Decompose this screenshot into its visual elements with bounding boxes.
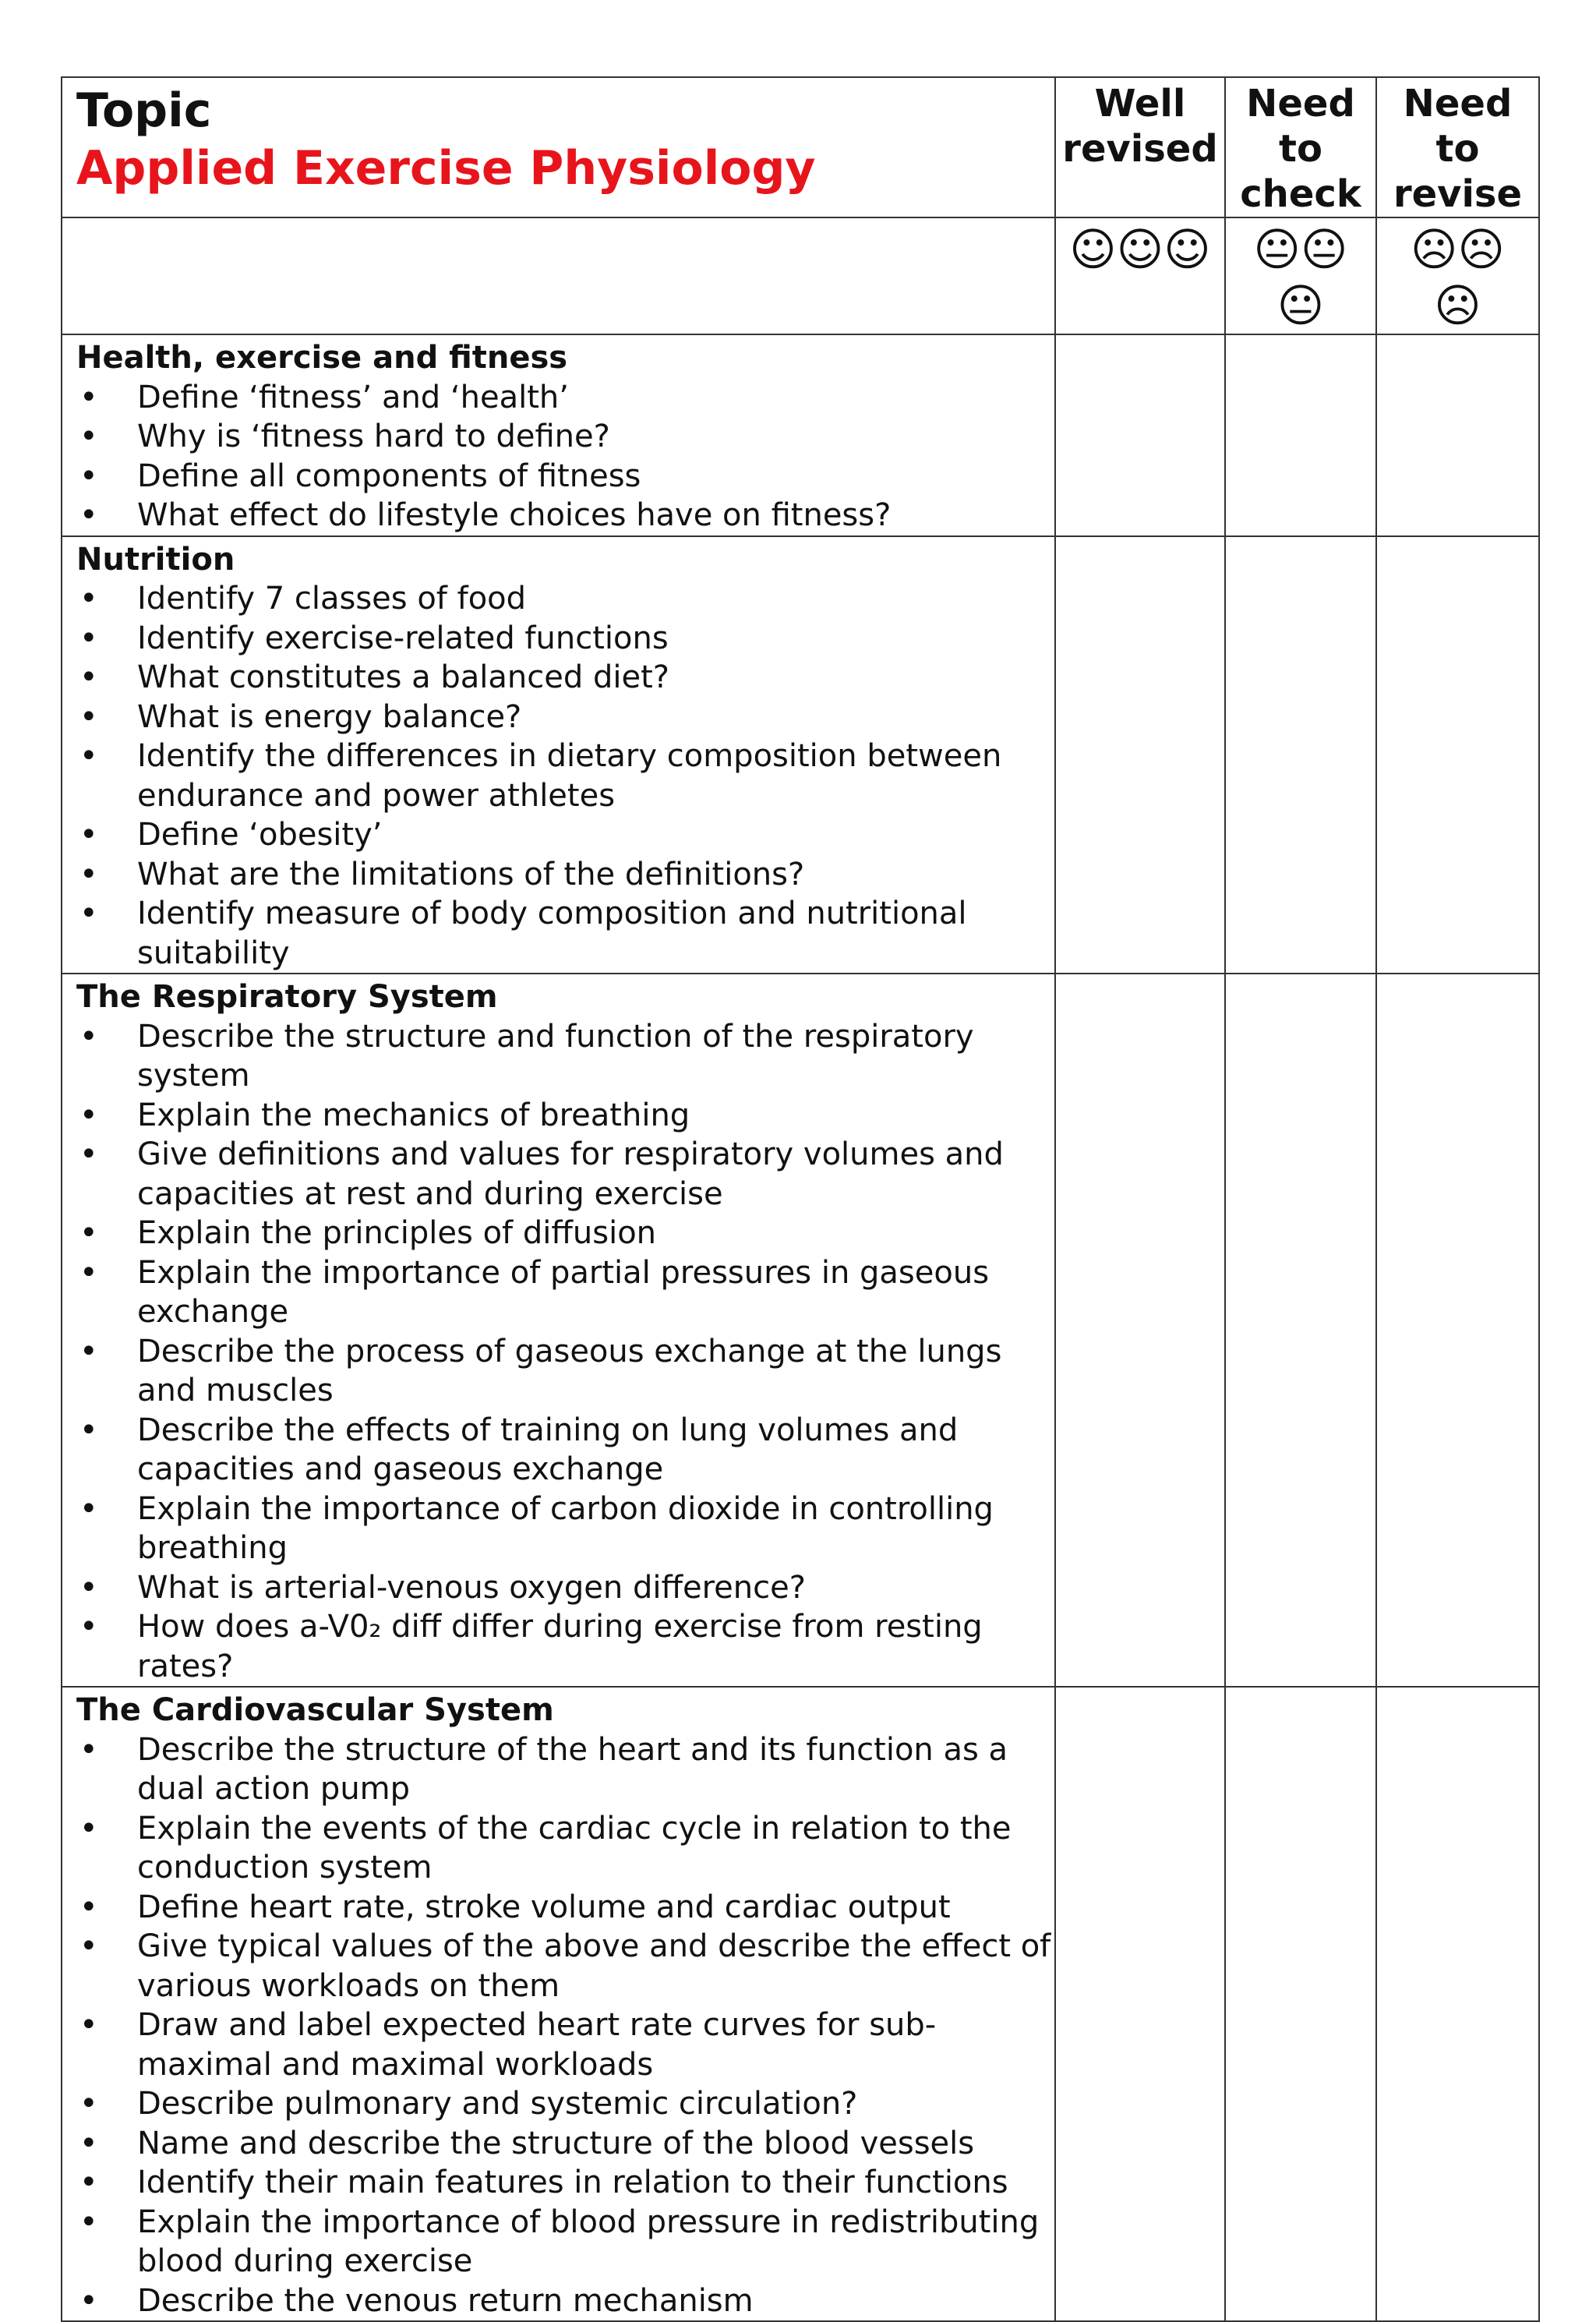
section-topic-cell — [62, 334, 1055, 536]
need-to-revise-line3: revise — [1393, 172, 1523, 216]
list-item: • What effect do lifestyle choices have on fitness? — [76, 496, 1054, 535]
list-item: • Explain the principles of diffusion — [76, 1214, 1054, 1253]
sad-faces-cell — [1376, 217, 1539, 334]
neutral-face-icon: 😐 — [1276, 279, 1325, 332]
list-item: • Define all components of fitness — [76, 457, 1054, 497]
list-item: • Describe the venous return mechanism — [76, 2281, 1054, 2321]
need-to-revise-checkbox-cell[interactable] — [1376, 334, 1539, 536]
list-item: • Identify measure of body composition and nutritional suitability — [76, 894, 1054, 973]
list-item: • Explain the mechanics of breathing — [76, 1096, 1054, 1136]
list-item: • Describe the structure of the heart and its function as a dual action pump — [76, 1730, 1054, 1809]
section-title: The Respiratory System — [76, 979, 498, 1015]
section-topic-cell — [62, 1687, 1055, 2321]
neutral-faces-cell — [1225, 217, 1376, 334]
topic-title: Applied Exercise Physiology — [76, 141, 816, 196]
well-revised-line1: Well — [1094, 82, 1186, 125]
section-topic-cell — [62, 536, 1055, 974]
list-item: • Describe the effects of training on lung volumes and capacities and gaseous exchange — [76, 1411, 1054, 1490]
neutral-face-icon: 😐😐 — [1253, 223, 1348, 276]
well-revised-line2: revised — [1062, 127, 1218, 171]
well-revised-checkbox-cell[interactable] — [1055, 974, 1225, 1687]
list-item: • Define ‘obesity’ — [76, 815, 1054, 855]
section-item-list — [76, 579, 1054, 973]
list-item: • What is energy balance? — [76, 698, 1054, 737]
need-to-check-checkbox-cell[interactable] — [1225, 1687, 1376, 2321]
sections-body — [62, 334, 1539, 2321]
section-item-list — [76, 1017, 1054, 1687]
list-item: • Why is ‘fitness hard to define? — [76, 417, 1054, 457]
list-item: • Give definitions and values for respiratory volumes and capacities at rest and during exercise — [76, 1135, 1054, 1214]
need-to-check-line2: to — [1279, 127, 1322, 171]
list-item: • How does a-V0₂ diff differ during exercise from resting rates? — [76, 1607, 1054, 1686]
well-revised-checkbox-cell[interactable] — [1055, 1687, 1225, 2321]
need-to-check-checkbox-cell[interactable] — [1225, 536, 1376, 974]
list-item: • Draw and label expected heart rate curves for sub-maximal and maximal workloads — [76, 2006, 1054, 2084]
list-item: • Identify their main features in relation to their functions — [76, 2163, 1054, 2203]
section-row — [62, 536, 1539, 974]
need-to-check-checkbox-cell[interactable] — [1225, 334, 1376, 536]
list-item: • Define heart rate, stroke volume and cardiac output — [76, 1888, 1054, 1928]
need-to-revise-checkbox-cell[interactable] — [1376, 1687, 1539, 2321]
section-title: The Cardiovascular System — [76, 1692, 554, 1728]
list-item: • Define ‘fitness’ and ‘health’ — [76, 378, 1054, 418]
section-row — [62, 334, 1539, 536]
list-item: • Describe the process of gaseous exchange at the lungs and muscles — [76, 1332, 1054, 1411]
well-revised-checkbox-cell[interactable] — [1055, 536, 1225, 974]
sad-face-icon: ☹ — [1434, 279, 1481, 332]
section-row — [62, 1687, 1539, 2321]
section-topic-cell — [62, 974, 1055, 1687]
list-item: • What is arterial-venous oxygen difference? — [76, 1568, 1054, 1608]
need-to-check-line1: Need — [1246, 82, 1355, 125]
faces-row-blank-cell — [62, 217, 1055, 334]
sad-face-icon: ☹☹ — [1411, 223, 1505, 276]
revision-checklist-table — [61, 76, 1540, 2322]
need-to-revise-header — [1376, 77, 1539, 217]
list-item: • Describe the structure and function of the respiratory system — [76, 1017, 1054, 1096]
list-item: • Describe pulmonary and systemic circulation? — [76, 2084, 1054, 2124]
list-item: • Explain the events of the cardiac cycle in relation to the conduction system — [76, 1809, 1054, 1888]
list-item: • What constitutes a balanced diet? — [76, 658, 1054, 698]
list-item: • What are the limitations of the definitions? — [76, 855, 1054, 895]
need-to-revise-line1: Need — [1403, 82, 1513, 125]
smiley-faces-cell — [1055, 217, 1225, 334]
need-to-revise-checkbox-cell[interactable] — [1376, 974, 1539, 1687]
list-item: • Name and describe the structure of the blood vessels — [76, 2124, 1054, 2164]
list-item: • Explain the importance of carbon dioxide in controlling breathing — [76, 1490, 1054, 1568]
list-item: • Give typical values of the above and describe the effect of various workloads on them — [76, 1927, 1054, 2006]
list-item: • Identify exercise-related functions — [76, 619, 1054, 659]
well-revised-header — [1055, 77, 1225, 217]
list-item: • Explain the importance of blood pressure in redistributing blood during exercise — [76, 2203, 1054, 2281]
section-row — [62, 974, 1539, 1687]
need-to-check-checkbox-cell[interactable] — [1225, 974, 1376, 1687]
section-title: Nutrition — [76, 541, 235, 578]
need-to-revise-checkbox-cell[interactable] — [1376, 536, 1539, 974]
need-to-check-line3: check — [1240, 172, 1361, 216]
list-item: • Identify the differences in dietary composition between endurance and power athletes — [76, 737, 1054, 815]
smiley-face-icon: ☺☺☺ — [1069, 223, 1211, 276]
list-item: • Explain the importance of partial pressures in gaseous exchange — [76, 1253, 1054, 1332]
topic-header-cell — [62, 77, 1055, 217]
topic-label: Topic — [76, 83, 212, 138]
list-item: • Identify 7 classes of food — [76, 579, 1054, 619]
section-title: Health, exercise and fitness — [76, 340, 568, 376]
faces-row — [62, 217, 1539, 334]
header-row — [62, 77, 1539, 217]
need-to-revise-line2: to — [1435, 127, 1480, 171]
section-item-list — [76, 1730, 1054, 2321]
need-to-check-header — [1225, 77, 1376, 217]
section-item-list — [76, 378, 1054, 535]
well-revised-checkbox-cell[interactable] — [1055, 334, 1225, 536]
